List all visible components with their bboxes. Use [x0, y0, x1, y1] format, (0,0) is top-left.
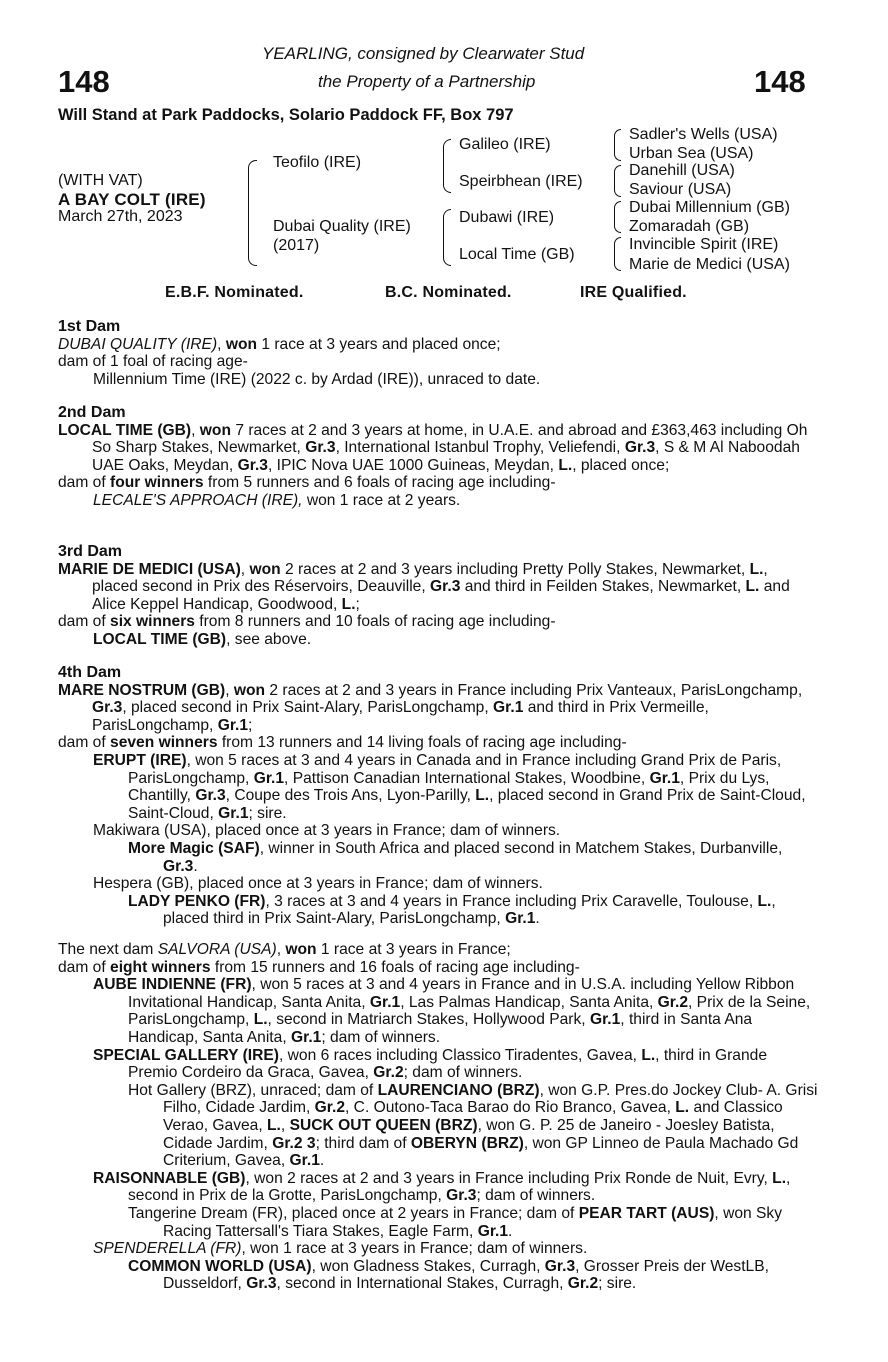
- second-dam-heading: 2nd Dam: [58, 404, 126, 421]
- pedigree-brace-3b: [614, 165, 621, 197]
- first-dam-section: 1st Dam DUBAI QUALITY (IRE), won 1 race at 3 years and placed once; dam of 1 foal of racing age- Millennium Time (IRE) (2022 c. by Ardad (IRE)), unraced to date.: [58, 318, 818, 388]
- horse-name: A BAY COLT (IRE): [58, 190, 206, 209]
- property-line: the Property of a Partnership: [318, 72, 536, 91]
- consignment-line: YEARLING, consigned by Clearwater Stud: [262, 44, 585, 63]
- sire: Teofilo (IRE): [273, 154, 362, 171]
- fourth-dam-heading: 4th Dam: [58, 664, 122, 681]
- ggsire-1: Sadler's Wells (USA): [629, 126, 778, 143]
- ggdam-1: Urban Sea (USA): [629, 145, 754, 162]
- sire-dam: Speirbhean (IRE): [459, 173, 583, 190]
- pedigree-brace-1: [248, 160, 257, 266]
- dam-sire: Dubawi (IRE): [459, 209, 555, 226]
- ggdam-4: Marie de Medici (USA): [629, 256, 790, 273]
- third-dam-section: 3rd Dam MARIE DE MEDICI (USA), won 2 races at 2 and 3 years including Pretty Polly Stakes, Newmarket, L., placed second in Prix des Réservoirs, Deauville, Gr.3 and third in Feilden Stakes, Newmarket, L. and Alice Keppel Handicap, Goodwood, L.; dam of six winners from 8 runners and 10 foals of racing age including- LOCAL TIME (GB), see above.: [58, 543, 818, 649]
- pedigree-brace-2a: [443, 139, 451, 193]
- first-dam-heading: 1st Dam: [58, 318, 121, 335]
- stand-location: Will Stand at Park Paddocks, Solario Paddock FF, Box 797: [58, 106, 514, 124]
- dam-dam: Local Time (GB): [459, 246, 575, 263]
- foaling-date: March 27th, 2023: [58, 208, 183, 225]
- second-dam-section: 2nd Dam LOCAL TIME (GB), won 7 races at 2 and 3 years at home, in U.A.E. and abroad and £363,463 including Oh So Sharp Stakes, Newmarket, Gr.3, International Istanbul Trophy, Veliefendi, Gr.3, S & M Al Naboodah UAE Oaks, Meydan, Gr.3, IPIC Nova UAE 1000 Guineas, Meydan, L., placed once; dam of four winners from 5 runners and 6 foals of racing age including- LECALE'S APPROACH (IRE), won 1 race at 2 years.: [58, 404, 818, 510]
- ggdam-2: Saviour (USA): [629, 181, 732, 198]
- dam: Dubai Quality (IRE): [273, 218, 411, 235]
- lot-number-left: 148: [58, 64, 110, 99]
- ire-qualified: IRE Qualified.: [580, 284, 687, 301]
- sire-sire: Galileo (IRE): [459, 136, 551, 153]
- pedigree-brace-3d: [614, 237, 621, 271]
- third-dam-heading: 3rd Dam: [58, 543, 123, 560]
- ggsire-4: Invincible Spirit (IRE): [629, 236, 779, 253]
- ggsire-3: Dubai Millennium (GB): [629, 199, 790, 216]
- ggsire-2: Danehill (USA): [629, 162, 735, 179]
- pedigree-brace-2b: [443, 209, 451, 266]
- lot-number-right: 148: [754, 64, 806, 99]
- fourth-dam-section: 4th Dam MARE NOSTRUM (GB), won 2 races at 2 and 3 years in France including Prix Vanteaux, ParisLongchamp, Gr.3, placed second in Prix Saint-Alary, ParisLongchamp, Gr.1 and third in Prix Vermeille, ParisLongchamp, Gr.1; dam of seven winners from 13 runners and 14 living foals of racing age including- ERUPT (IRE), won 5 races at 3 and 4 years in Canada and in France including Grand Prix de Paris, ParisLongchamp, Gr.1, Pattison Canadian International Stakes, Woodbine, Gr.1, Prix du Lys, Chantilly, Gr.3, Coupe des Trois Ans, Lyon-Parilly, L., placed second in Grand Prix de Saint-Cloud, Saint-Cloud, Gr.1; sire. Makiwara (USA), placed once at 3 years in France; dam of winners. More Magic (SAF), winner in South Africa and placed second in Matchem Stakes, Durbanville, Gr.3. Hespera (GB), placed once at 3 years in France; dam of winners. LADY PENKO (FR), 3 races at 3 and 4 years in France including Prix Caravelle, Toulouse, L., placed third in Prix Saint-Alary, ParisLongchamp, Gr.1.: [58, 664, 818, 928]
- pedigree-brace-3a: [614, 129, 621, 161]
- dam-year: (2017): [273, 237, 320, 254]
- next-dam-section: The next dam SALVORA (USA), won 1 race at 3 years in France; dam of eight winners from 15 runners and 16 foals of racing age including- AUBE INDIENNE (FR), won 5 races at 3 and 4 years in France and in U.S.A. including Yellow Ribbon Invitational Handicap, Santa Anita, Gr.1, Las Palmas Handicap, Santa Anita, Gr.2, Prix de la Seine, ParisLongchamp, L., second in Matriarch Stakes, Hollywood Park, Gr.1, third in Santa Ana Handicap, Santa Anita, Gr.1; dam of winners. SPECIAL GALLERY (IRE), won 6 races including Classico Tiradentes, Gavea, L., third in Grande Premio Cordeiro da Graca, Gavea, Gr.2; dam of winners. Hot Gallery (BRZ), unraced; dam of LAURENCIANO (BRZ), won G.P. Pres.do Jockey Club- A. Grisi Filho, Cidade Jardim, Gr.2, C. Outono-Taca Barao do Rio Branco, Gavea, L. and Classico Verao, Gavea, L., SUCK OUT QUEEN (BRZ), won G. P. 25 de Janeiro - Joesley Batista, Cidade Jardim, Gr.2 3; third dam of OBERYN (BRZ), won GP Linneo de Paula Machado Gd Criterium, Gavea, Gr.1. RAISONNABLE (GB), won 2 races at 2 and 3 years in France including Prix Ronde de Nuit, Evry, L., second in Prix de la Grotte, ParisLongchamp, Gr.3; dam of winners. Tangerine Dream (FR), placed once at 2 years in France; dam of PEAR TART (AUS), won Sky Racing Tattersall's Tiara Stakes, Eagle Farm, Gr.1. SPENDERELLA (FR), won 1 race at 3 years in France; dam of winners. COMMON WORLD (USA), won Gladness Stakes, Curragh, Gr.3, Grosser Preis der WestLB, Dusseldorf, Gr.3, second in International Stakes, Curragh, Gr.2; sire.: [58, 941, 818, 1293]
- pedigree-brace-3c: [614, 201, 621, 233]
- ebf-nominated: E.B.F. Nominated.: [165, 284, 304, 301]
- bc-nominated: B.C. Nominated.: [385, 284, 512, 301]
- vat-label: (WITH VAT): [58, 172, 143, 189]
- ggdam-3: Zomaradah (GB): [629, 218, 750, 235]
